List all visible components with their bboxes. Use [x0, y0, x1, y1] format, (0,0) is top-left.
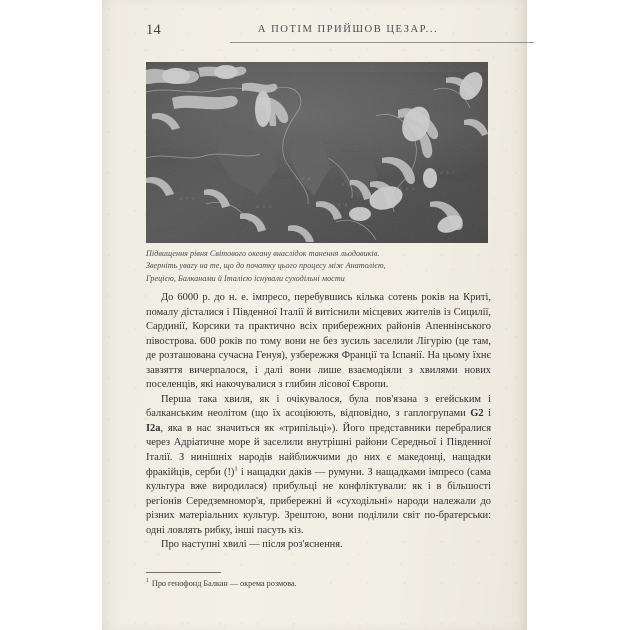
footnote-marker: 1 — [146, 578, 149, 585]
running-head-title: А ПОТІМ ПРИЙШОВ ЦЕЗАР... — [257, 24, 439, 35]
figure-caption — [146, 248, 494, 285]
footnote-body: Про генофонд Балкан — окрема розмова. — [151, 579, 297, 588]
body-text-column — [146, 291, 491, 553]
figure-caption-line-1: Підвищення рівня Світового океану внаслідок танення льодовиків. — [146, 249, 380, 258]
book-page-sheet — [102, 0, 527, 630]
running-head-rule — [230, 42, 534, 43]
running-head — [146, 22, 492, 44]
body-paragraph: До 6000 р. до н. е. імпресо, перебувшись кілька сотень років на Криті, помалу дісталися і Південної Італії й витіснили місцевих жителів із Сицилії, Сардинії, Корсики та практично всіх прибережних районів Апеннінського півострова. 600 років по тому вони не без зусиль заселили Лігурію (це там, де розташована сучасна Генуя), узбережжя Франції та Іспанії. На цьому їхнє завзяття вичерпалося, і далі вони лише взаємодіяли з хвилями нових поселенців, які накочувалися з глибин лісової Європи. — [146, 292, 491, 391]
body-paragraph: Перша така хвиля, як і очікувалося, була пов'язана з егейським і балканським неолітом (що їх асоціюють, відповідно, з гаплогрупами G2 і I2a, яка в нас значиться як «трипільці»). Його представники перебралися через Адріатичне море й заселили внутрішні райони Середньої і Південної Італії. З нинішніх народів найближчими до них є македонці, нащадки фракійців, серби (!)$^1$ і нащадки даків — румуни. З нащадками імпресо (сама культура вже виродилася) прибульці не конфліктували: як і в більшості регіонів Середземномор'я, прибережні й «суходільні» народи належали до різних матеріальних культур. Зрештою, вони поділили світ по-братерськи: одні ловлять рибку, інші пасуть кіз. — [146, 393, 491, 536]
map-artwork — [146, 62, 488, 243]
page-folio-number: 14 — [146, 22, 161, 38]
footnote-block — [146, 572, 491, 589]
body-paragraph: Про наступні хвилі — після роз'яснення. — [161, 539, 343, 551]
footnote-separator-rule — [146, 572, 221, 573]
footnote-text — [146, 578, 491, 589]
figure-caption-line-2: Зверніть увагу на те, що до початку цього процесу між Анатолією, — [146, 261, 386, 271]
figure-block — [146, 62, 488, 243]
figure-caption-line-3: Грецією, Балканами й Італією існували суходільні мости — [146, 273, 345, 283]
satellite-relief-map-eurasia-image — [146, 62, 488, 243]
